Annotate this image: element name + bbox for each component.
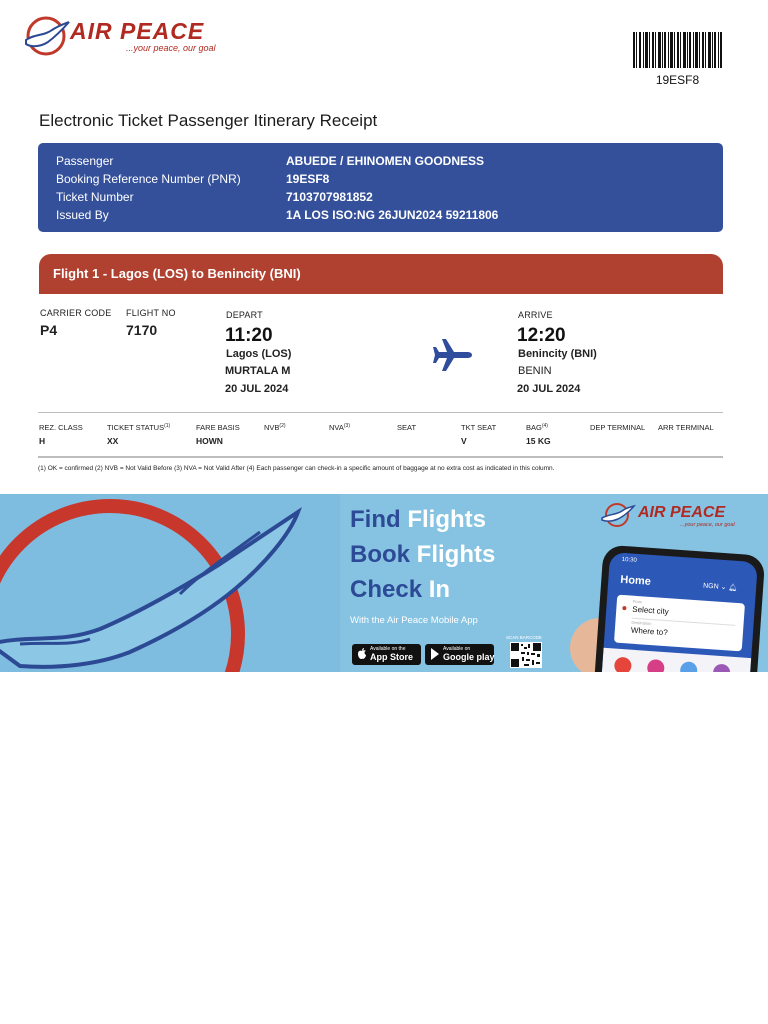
phone-search-card xyxy=(614,595,745,652)
nva-header xyxy=(329,423,350,432)
airplane-icon xyxy=(432,337,474,373)
fare-basis-header: FARE BASIS xyxy=(196,423,240,432)
qr-code-icon[interactable] xyxy=(510,642,542,668)
nva-header-text: NVA xyxy=(329,423,344,432)
phone-to-value: Where to? xyxy=(630,625,669,638)
google-play-big-text: Google play xyxy=(443,652,495,662)
google-play-small-text: Available on xyxy=(443,646,471,652)
banner-logo-text: AIR PEACE xyxy=(638,504,726,521)
banner-logo-tagline: ...your peace, our goal xyxy=(680,522,735,528)
ticket-status-header xyxy=(107,423,170,432)
bag-header-text: BAG xyxy=(526,423,542,432)
phone-mockup xyxy=(593,545,766,672)
banner-word: In xyxy=(428,576,451,603)
bell-icon: 🔔︎ xyxy=(728,584,738,592)
banner-word: Flights xyxy=(416,541,496,568)
divider xyxy=(38,412,723,413)
logo-text: AIR PEACE xyxy=(70,18,205,44)
scan-barcode-text: SCAN BARCODE xyxy=(506,635,543,640)
nva-footnote-mark: (3) xyxy=(343,423,350,429)
bag-header xyxy=(526,423,548,432)
depart-date: 20 JUL 2024 xyxy=(225,383,289,395)
carrier-code-label: CARRIER CODE xyxy=(40,308,112,318)
nvb-footnote-mark: (2) xyxy=(279,423,286,429)
phone-to-label: Destination xyxy=(631,619,652,627)
banner-word: Find xyxy=(350,506,401,533)
mobile-app-banner[interactable] xyxy=(0,494,768,672)
location-dot-icon xyxy=(622,606,626,610)
app-store-small-text: Available on the xyxy=(370,646,406,652)
bag-value: 15 KG xyxy=(526,436,551,446)
phone-currency-text: NGN ⌄ xyxy=(702,582,727,592)
app-store-big-text: App Store xyxy=(370,652,414,662)
apple-icon xyxy=(357,648,367,660)
flight-no-label: FLIGHT NO xyxy=(126,308,176,318)
passenger-label: Passenger xyxy=(56,154,114,168)
ticket-status-footnote-mark: (1) xyxy=(164,423,171,429)
bag-footnote-mark: (4) xyxy=(541,423,548,429)
arrive-airport: BENIN xyxy=(518,365,552,377)
ticket-number-value: 7103707981852 xyxy=(286,190,373,204)
page-title: Electronic Ticket Passenger Itinerary Receipt xyxy=(39,111,378,130)
air-peace-logo xyxy=(22,16,222,58)
logo-tagline: ...your peace, our goal xyxy=(126,43,216,53)
app-store-button[interactable] xyxy=(352,644,421,665)
barcode-code: 19ESF8 xyxy=(655,73,700,87)
arr-terminal-header: ARR TERMINAL xyxy=(658,423,714,432)
depart-time: 11:20 xyxy=(225,325,273,346)
banner-word: Check xyxy=(350,576,423,603)
flight-header-title: Flight 1 - Lagos (LOS) to Benincity (BNI) xyxy=(53,266,301,281)
bird-logo-icon xyxy=(600,502,636,528)
banner-line-find-flights xyxy=(350,506,486,534)
google-play-button[interactable] xyxy=(425,644,494,665)
issued-by-label: Issued By xyxy=(56,208,109,222)
pnr-value: 19ESF8 xyxy=(286,172,330,186)
banner-line-check-in xyxy=(350,576,450,604)
tkt-seat-value: V xyxy=(461,436,467,446)
bird-logo-icon xyxy=(22,16,72,58)
phone-home-title: Home xyxy=(619,573,652,588)
phone-time: 10:30 xyxy=(621,556,637,564)
passenger-info-box xyxy=(38,143,723,232)
passenger-value: ABUEDE / EHINOMEN GOODNESS xyxy=(286,154,485,168)
carrier-code-value: P4 xyxy=(40,322,58,338)
arrive-date: 20 JUL 2024 xyxy=(517,383,581,395)
depart-airport: MURTALA M xyxy=(225,365,291,377)
depart-city: Lagos (LOS) xyxy=(226,348,292,360)
tkt-seat-header: TKT SEAT xyxy=(461,423,497,432)
depart-label: DEPART xyxy=(226,310,263,320)
nvb-header-text: NVB xyxy=(264,423,280,432)
banner-logo xyxy=(600,502,750,528)
arrive-time: 12:20 xyxy=(517,325,566,346)
banner-word: Book xyxy=(350,541,410,568)
arrive-city: Benincity (BNI) xyxy=(518,348,597,360)
phone-screen xyxy=(600,552,758,672)
issued-by-value: 1A LOS ISO:NG 26JUN2024 59211806 xyxy=(286,208,499,222)
rez-class-header: REZ. CLASS xyxy=(39,423,83,432)
barcode-graphic xyxy=(633,32,722,68)
footnote: (1) OK = confirmed (2) NVB = Not Valid Before (3) NVA = Not Valid After (4) Each passenger can check-in a specific amount of baggage at no extra cost as indicated in this column. xyxy=(38,465,555,472)
flight-no-value: 7170 xyxy=(126,322,158,338)
phone-currency xyxy=(703,582,738,592)
fare-basis-value: HOWN xyxy=(196,436,223,446)
banner-subtitle: With the Air Peace Mobile App xyxy=(350,615,478,626)
ticket-status-header-text: TICKET STATUS xyxy=(107,423,165,432)
pnr-label: Booking Reference Number (PNR) xyxy=(56,172,241,186)
ticket-number-label: Ticket Number xyxy=(56,190,134,204)
dep-terminal-header: DEP TERMINAL xyxy=(590,423,646,432)
google-play-icon xyxy=(430,648,440,660)
arrive-label: ARRIVE xyxy=(518,310,553,320)
banner-line-book-flights xyxy=(350,541,495,569)
nvb-header xyxy=(264,423,286,432)
phone-from-value: Select city xyxy=(632,604,670,617)
banner-word: Flights xyxy=(407,506,486,533)
ticket-status-value: XX xyxy=(107,436,119,446)
phone-from-label: From xyxy=(632,598,643,605)
rez-class-value: H xyxy=(39,436,46,446)
flight-header xyxy=(39,254,723,294)
seat-header: SEAT xyxy=(397,423,417,432)
divider xyxy=(38,456,723,458)
